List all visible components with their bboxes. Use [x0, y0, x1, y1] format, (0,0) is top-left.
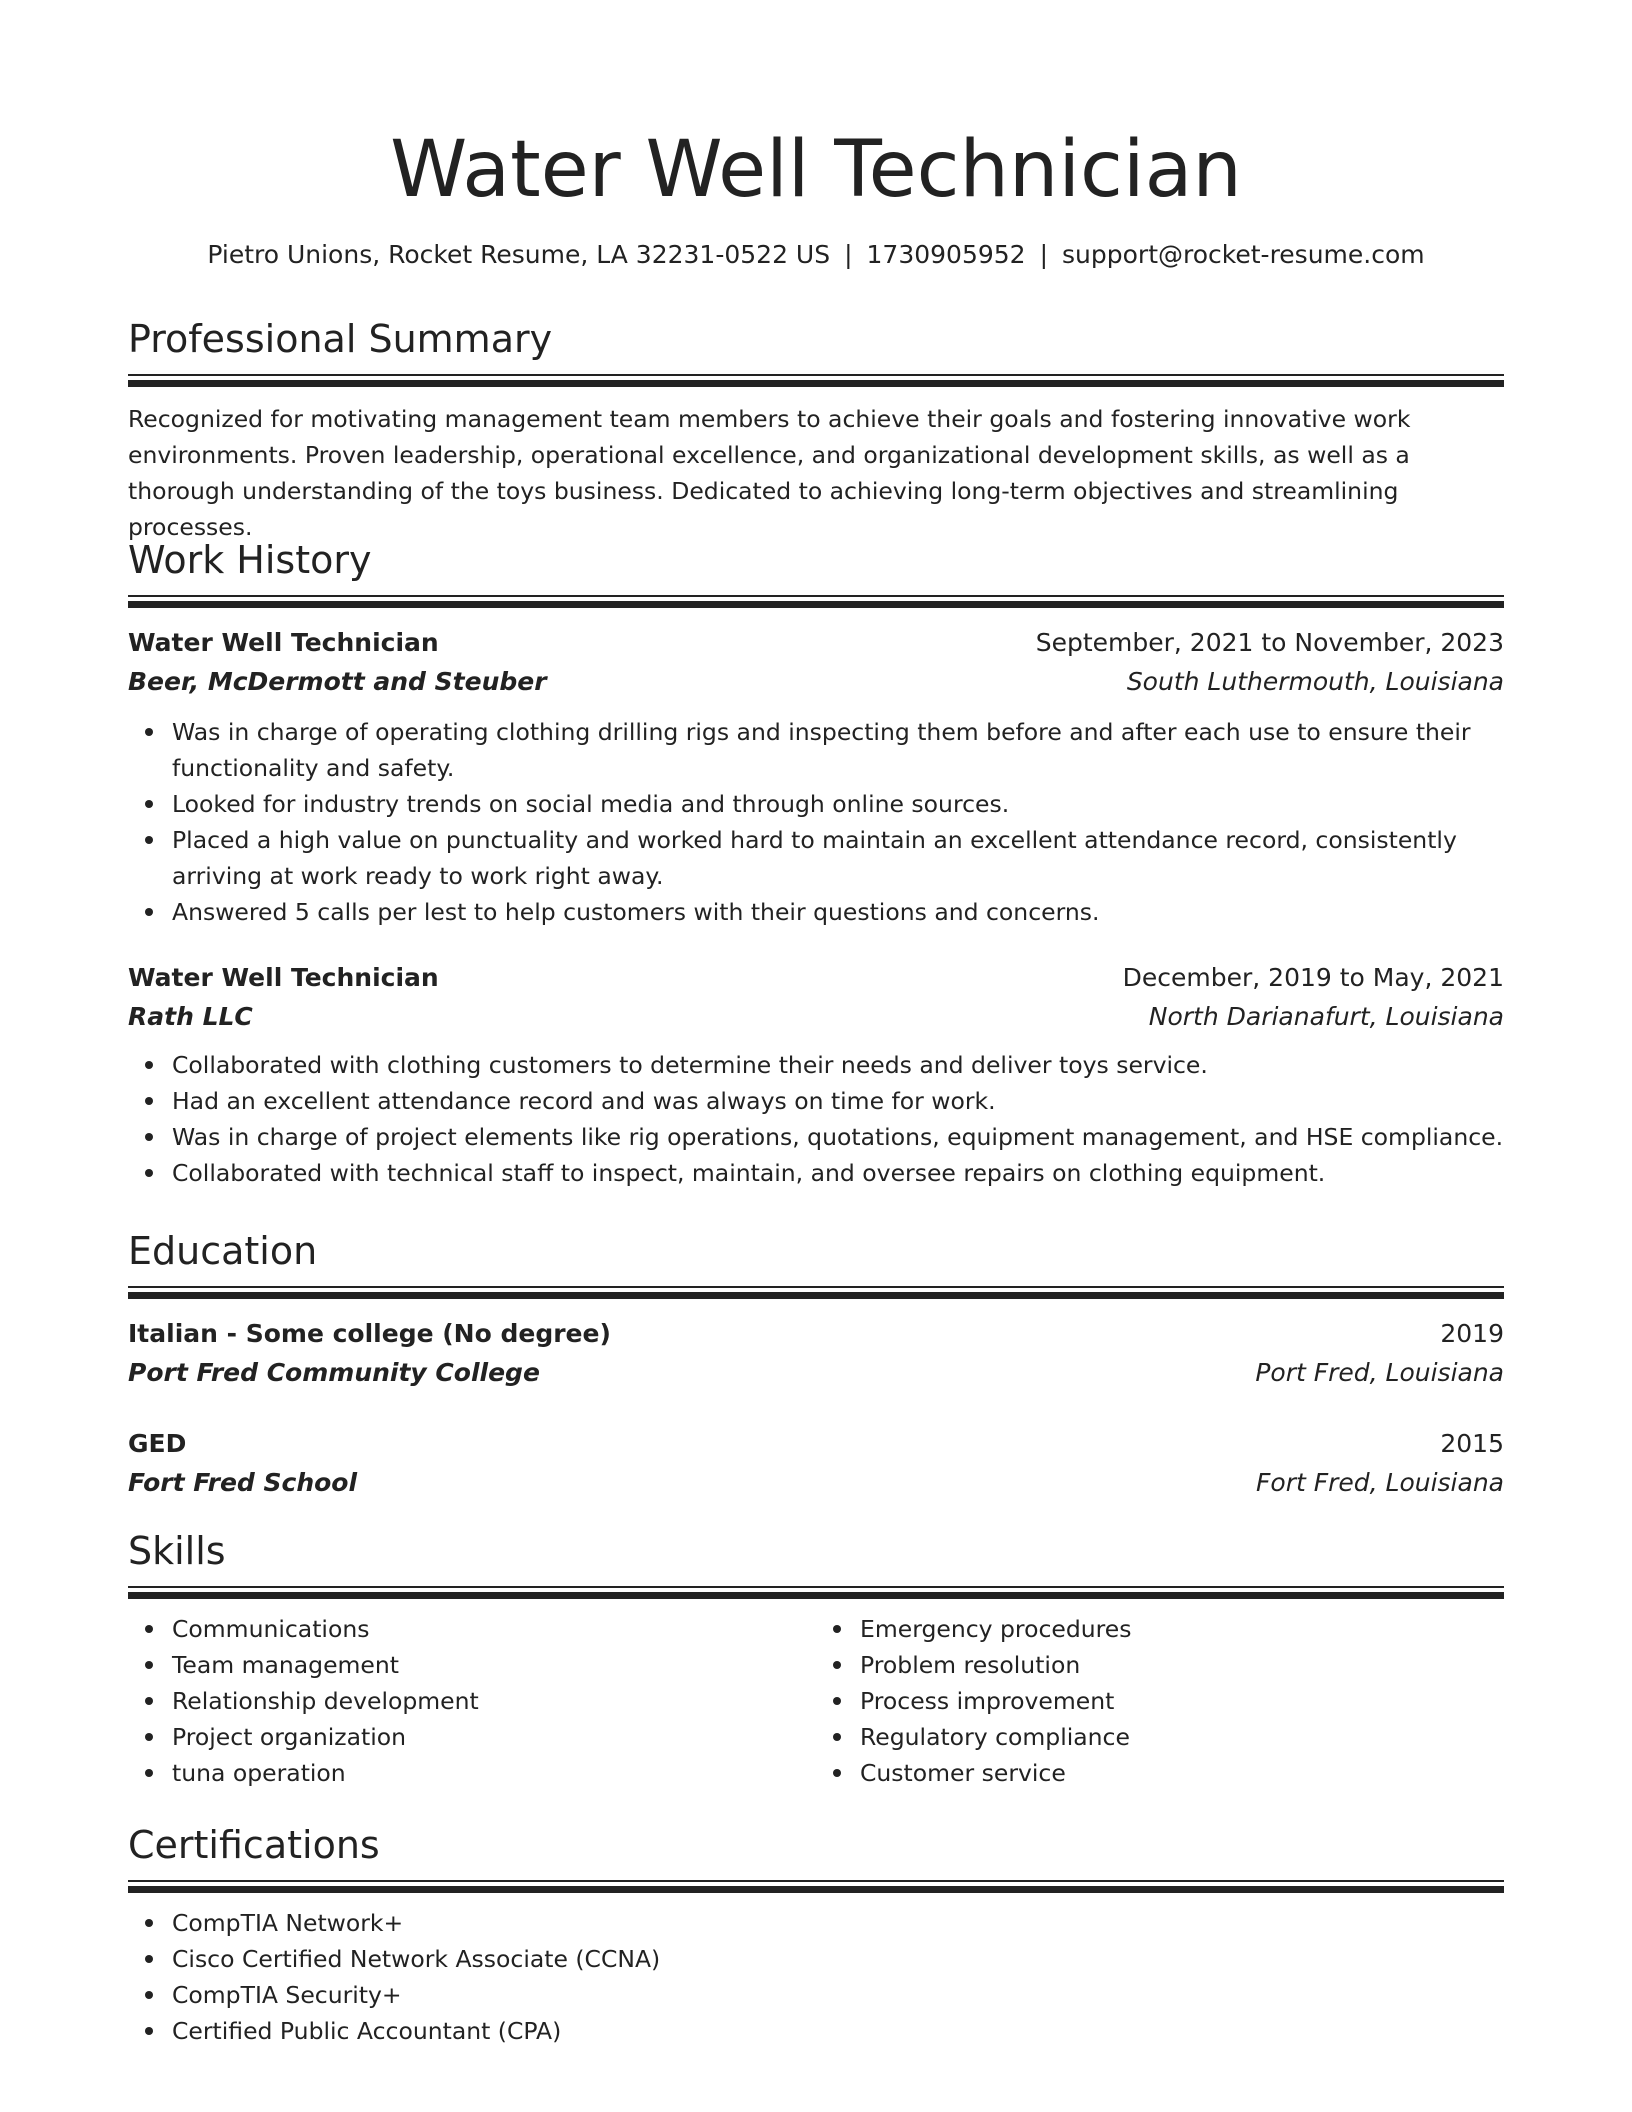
job-duties — [128, 714, 1504, 930]
certifications-section — [128, 1820, 1504, 2049]
certifications-list — [128, 1905, 1504, 2049]
job-duty: Collaborated with technical staff to inspect, maintain, and oversee repairs on clothing equipment. — [172, 1155, 1504, 1191]
certification-item: CompTIA Security+ — [172, 1977, 1504, 2013]
job-duty: Looked for industry trends on social media and through online sources. — [172, 786, 1504, 822]
contact-separator: | — [844, 240, 853, 269]
skill-item: Communications — [172, 1611, 816, 1647]
education-entry — [128, 1315, 1504, 1393]
skill-item: Problem resolution — [860, 1647, 1504, 1683]
education-year: 2015 — [1440, 1429, 1504, 1458]
skill-item: Relationship development — [172, 1683, 816, 1719]
job-location: South Luthermouth, Louisiana — [1126, 667, 1504, 696]
work-history-heading: Work History — [128, 538, 372, 582]
certification-item: Cisco Certified Network Associate (CCNA) — [172, 1941, 1504, 1977]
contact-line — [128, 238, 1504, 272]
job-dates: December, 2019 to May, 2021 — [1122, 963, 1504, 992]
resume-title: Water Well Technician — [390, 125, 1242, 215]
job-duty: Placed a high value on punctuality and worked hard to maintain an excellent attendance record, consistently arriving at work ready to work right away. — [172, 822, 1504, 894]
work-history-section — [128, 535, 1504, 1191]
education-degree: GED — [128, 1429, 187, 1458]
education-school: Fort Fred School — [128, 1468, 358, 1497]
education-section — [128, 1226, 1504, 1503]
job-location: North Darianafurt, Louisiana — [1148, 1002, 1504, 1031]
skill-item: Project organization — [172, 1719, 816, 1755]
certification-item: Certified Public Accountant (CPA) — [172, 2013, 1504, 2049]
education-degree: Italian - Some college (No degree) — [128, 1319, 611, 1348]
section-divider — [128, 1880, 1504, 1893]
section-divider — [128, 595, 1504, 608]
skill-item: Process improvement — [860, 1683, 1504, 1719]
education-heading: Education — [128, 1229, 318, 1273]
job-duties — [128, 1047, 1504, 1191]
job-duty: Was in charge of operating clothing drilling rigs and inspecting them before and after each use to ensure their functionality and safety. — [172, 714, 1504, 786]
skills-section — [128, 1526, 1504, 1791]
skills-list-left — [128, 1611, 816, 1791]
contact-email: support@rocket-resume.com — [1062, 240, 1425, 269]
job-position: Water Well Technician — [128, 963, 439, 992]
education-location: Fort Fred, Louisiana — [1256, 1468, 1504, 1497]
skills-list-right — [816, 1611, 1504, 1791]
section-divider — [128, 1286, 1504, 1299]
job-duty: Was in charge of project elements like rig operations, quotations, equipment management, and HSE compliance. — [172, 1119, 1504, 1155]
education-location: Port Fred, Louisiana — [1255, 1358, 1504, 1387]
job-dates: September, 2021 to November, 2023 — [1035, 628, 1504, 657]
contact-separator: | — [1039, 240, 1049, 269]
section-divider — [128, 1586, 1504, 1599]
skill-item: Team management — [172, 1647, 816, 1683]
certifications-heading: Certifications — [128, 1823, 380, 1867]
summary-heading: Professional Summary — [128, 317, 553, 361]
job-duty: Had an excellent attendance record and was always on time for work. — [172, 1083, 1504, 1119]
job-entry — [128, 959, 1504, 1191]
certification-item: CompTIA Network+ — [172, 1905, 1504, 1941]
skills-grid — [128, 1599, 1504, 1791]
skill-item: Regulatory compliance — [860, 1719, 1504, 1755]
job-entry — [128, 624, 1504, 930]
job-duty: Collaborated with clothing customers to determine their needs and deliver toys service. — [172, 1047, 1504, 1083]
contact-phone: 1730905952 — [866, 240, 1026, 269]
summary-text: Recognized for motivating management team members to achieve their goals and fostering innovative work environments. Proven leadership, operational excellence, and organizational development skills, as well as a thorough understanding of the toys business. Dedicated to achieving long-term objectives and streamlining processes. — [128, 405, 1411, 541]
skills-heading: Skills — [128, 1529, 226, 1573]
job-position: Water Well Technician — [128, 628, 439, 657]
contact-address: Pietro Unions, Rocket Resume, LA 32231-0522 US — [207, 240, 831, 269]
skill-item: Emergency procedures — [860, 1611, 1504, 1647]
section-divider — [128, 374, 1504, 387]
education-year: 2019 — [1440, 1319, 1504, 1348]
summary-section — [128, 314, 1504, 545]
job-company: Rath LLC — [128, 1002, 253, 1031]
skill-item: Customer service — [860, 1755, 1504, 1791]
education-entry — [128, 1425, 1504, 1503]
job-company: Beer, McDermott and Steuber — [128, 667, 547, 696]
skill-item: tuna operation — [172, 1755, 816, 1791]
job-duty: Answered 5 calls per lest to help customers with their questions and concerns. — [172, 894, 1504, 930]
education-school: Port Fred Community College — [128, 1358, 540, 1387]
